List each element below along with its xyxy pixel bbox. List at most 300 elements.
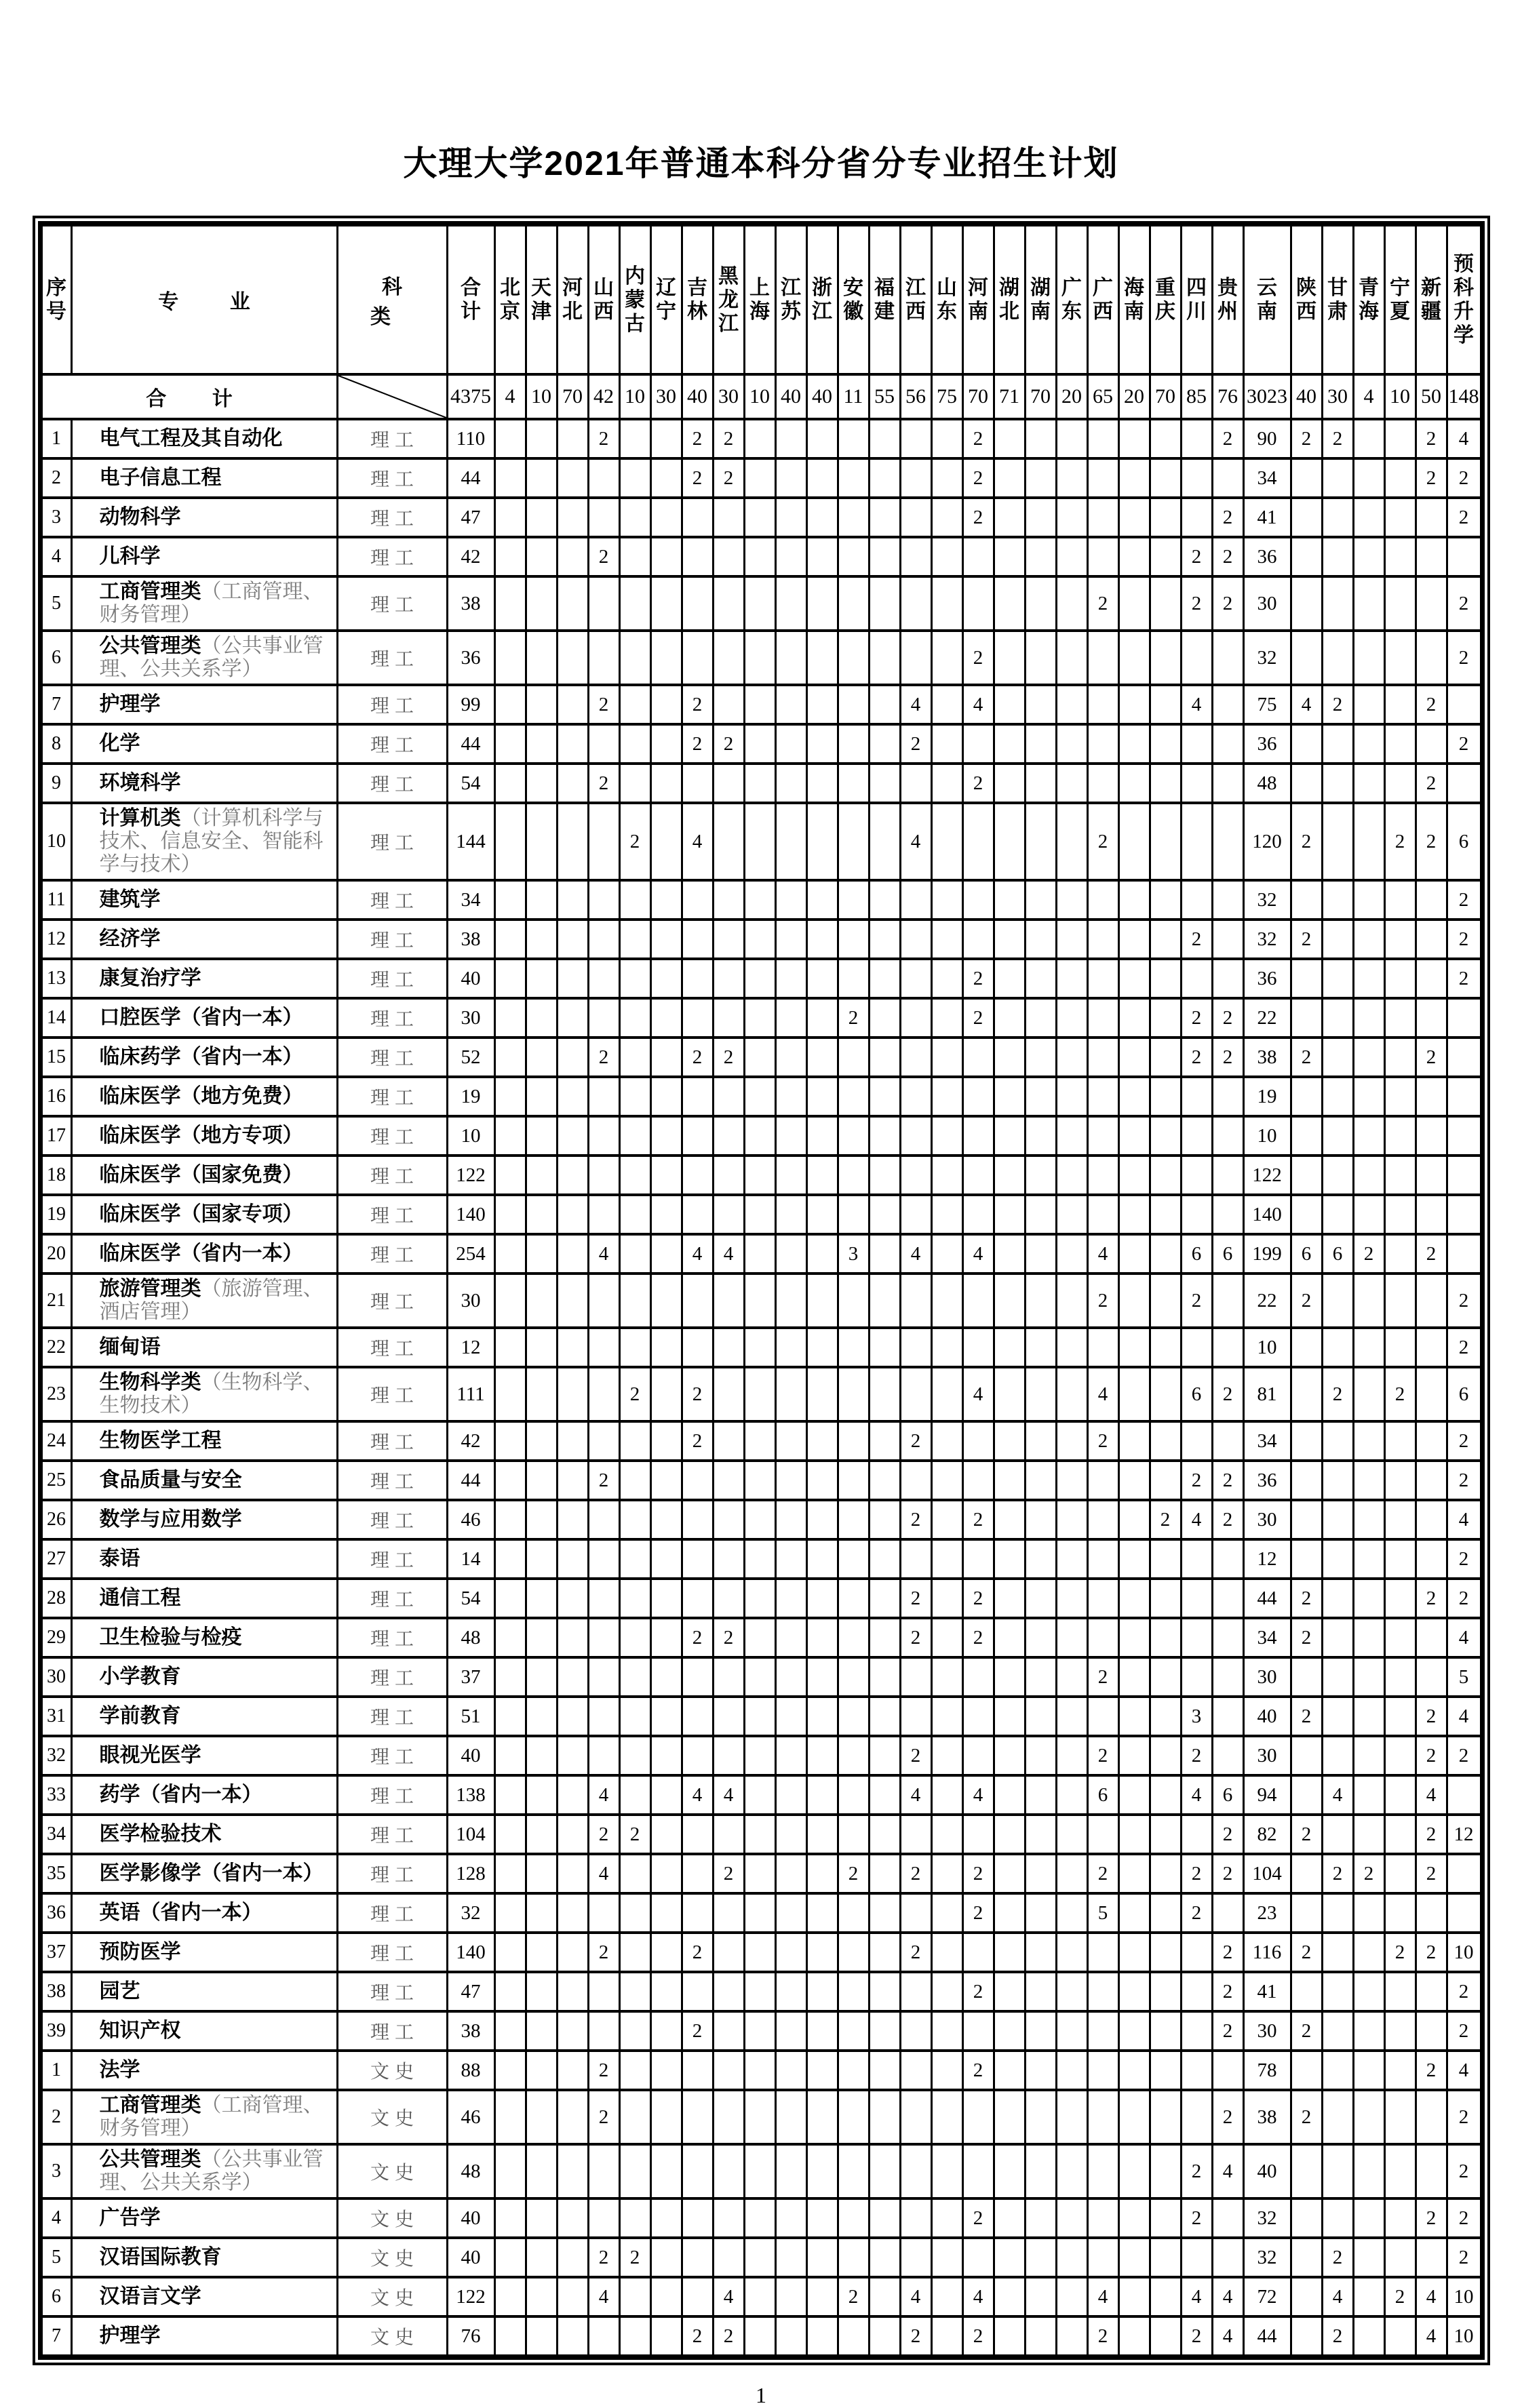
cell-安徽 <box>838 1618 869 1657</box>
cell-广东 <box>1056 1077 1087 1116</box>
cell-黑龙江 <box>713 1367 744 1421</box>
cell-江苏 <box>775 2144 806 2198</box>
cell-江西: 4 <box>900 1234 931 1274</box>
cell-湖北 <box>994 1461 1025 1500</box>
major-name <box>71 631 337 685</box>
cell-河南 <box>962 1274 994 1328</box>
cell-辽宁 <box>650 1077 682 1116</box>
cell-福建 <box>869 2277 900 2316</box>
cell-江西 <box>900 1328 931 1367</box>
cell-吉林: 2 <box>682 1038 713 1077</box>
cell-合计: 52 <box>447 1038 494 1077</box>
cell-甘肃: 6 <box>1322 1234 1353 1274</box>
cell-广东 <box>1056 920 1087 959</box>
cell-山西 <box>588 2198 619 2238</box>
cell-预科升学: 4 <box>1447 2051 1481 2090</box>
cell-宁夏 <box>1384 1854 1416 1893</box>
cell-湖南 <box>1025 998 1056 1038</box>
vertical-char: 四 <box>1186 277 1207 299</box>
cell-贵州 <box>1212 1421 1243 1461</box>
cell-北京 <box>494 1775 526 1815</box>
cell-上海 <box>744 2238 775 2277</box>
cell-内蒙古 <box>619 2011 650 2051</box>
cell-预科升学: 2 <box>1447 498 1481 537</box>
cell-湖北 <box>994 1116 1025 1156</box>
cell-海南 <box>1118 2198 1150 2238</box>
cell-重庆 <box>1150 685 1181 724</box>
cell-河南: 4 <box>962 2277 994 2316</box>
cell-湖南 <box>1025 576 1056 631</box>
cell-四川: 2 <box>1181 998 1212 1038</box>
cell-云南: 40 <box>1243 2144 1291 2198</box>
cell-山东 <box>931 1077 962 1116</box>
cell-海南 <box>1118 1461 1150 1500</box>
table-row <box>41 1195 1481 1234</box>
cell-云南: 36 <box>1243 959 1291 998</box>
col-header-index <box>41 225 71 374</box>
cell-预科升学: 2 <box>1447 458 1481 498</box>
cell-天津 <box>526 2051 557 2090</box>
cell-预科升学 <box>1447 998 1481 1038</box>
cell-黑龙江 <box>713 998 744 1038</box>
cell-福建 <box>869 1893 900 1933</box>
cell-合计: 76 <box>447 2316 494 2356</box>
cell-预科升学: 4 <box>1447 1500 1481 1539</box>
cell-湖北 <box>994 1657 1025 1697</box>
cell-山西 <box>588 1618 619 1657</box>
cell-广西 <box>1087 2144 1118 2198</box>
cell-山东 <box>931 1367 962 1421</box>
cell-黑龙江: 2 <box>713 2316 744 2356</box>
cell-吉林 <box>682 1195 713 1234</box>
cell-浙江 <box>806 724 838 764</box>
row-index: 12 <box>41 920 71 959</box>
cell-广东 <box>1056 1697 1087 1736</box>
cell-安徽 <box>838 920 869 959</box>
table-row <box>41 724 1481 764</box>
cell-云南: 104 <box>1243 1854 1291 1893</box>
total-安徽: 11 <box>838 374 869 419</box>
table-row <box>41 920 1481 959</box>
cell-北京 <box>494 920 526 959</box>
cell-湖北 <box>994 2238 1025 2277</box>
cell-山西 <box>588 1116 619 1156</box>
cell-江苏 <box>775 2238 806 2277</box>
cell-福建 <box>869 1367 900 1421</box>
table-row <box>41 764 1481 803</box>
total-上海: 10 <box>744 374 775 419</box>
cell-安徽 <box>838 1116 869 1156</box>
cell-云南: 10 <box>1243 1328 1291 1367</box>
cell-上海 <box>744 2316 775 2356</box>
cell-广东 <box>1056 1539 1087 1579</box>
table-row <box>41 1933 1481 1972</box>
row-index: 20 <box>41 1234 71 1274</box>
cell-预科升学: 6 <box>1447 803 1481 880</box>
cell-湖南 <box>1025 1274 1056 1328</box>
cell-上海 <box>744 1367 775 1421</box>
cell-甘肃 <box>1322 1697 1353 1736</box>
cell-云南: 34 <box>1243 1421 1291 1461</box>
cell-预科升学: 10 <box>1447 2277 1481 2316</box>
cell-吉林 <box>682 631 713 685</box>
cell-重庆 <box>1150 537 1181 576</box>
cell-北京 <box>494 458 526 498</box>
cell-上海 <box>744 1775 775 1815</box>
cell-浙江 <box>806 1274 838 1328</box>
table-row <box>41 2011 1481 2051</box>
table-row <box>41 419 1481 458</box>
cell-山东 <box>931 803 962 880</box>
cell-黑龙江 <box>713 498 744 537</box>
subject-category: 理工 <box>337 1815 447 1854</box>
cell-广东 <box>1056 1657 1087 1697</box>
row-index: 39 <box>41 2011 71 2051</box>
cell-河北 <box>557 1234 588 1274</box>
cell-四川: 2 <box>1181 1274 1212 1328</box>
cell-重庆 <box>1150 631 1181 685</box>
cell-湖北 <box>994 498 1025 537</box>
cell-甘肃 <box>1322 1972 1353 2011</box>
cell-青海 <box>1353 1156 1384 1195</box>
cell-吉林 <box>682 576 713 631</box>
cell-重庆 <box>1150 1657 1181 1697</box>
cell-预科升学: 2 <box>1447 959 1481 998</box>
cell-广东 <box>1056 498 1087 537</box>
cell-广西 <box>1087 2198 1118 2238</box>
cell-云南: 82 <box>1243 1815 1291 1854</box>
cell-海南 <box>1118 1156 1150 1195</box>
row-index: 32 <box>41 1736 71 1775</box>
cell-预科升学: 4 <box>1447 1697 1481 1736</box>
cell-江西 <box>900 1116 931 1156</box>
cell-合计: 128 <box>447 1854 494 1893</box>
cell-湖北 <box>994 1077 1025 1116</box>
cell-河北 <box>557 1579 588 1618</box>
col-header-新疆 <box>1416 225 1447 374</box>
row-index: 13 <box>41 959 71 998</box>
cell-河北 <box>557 920 588 959</box>
cell-山东 <box>931 1972 962 2011</box>
row-index: 34 <box>41 1815 71 1854</box>
cell-北京 <box>494 1618 526 1657</box>
cell-山东 <box>931 2277 962 2316</box>
row-index: 22 <box>41 1328 71 1367</box>
cell-黑龙江 <box>713 1116 744 1156</box>
cell-福建 <box>869 1421 900 1461</box>
subject-category: 文史 <box>337 2277 447 2316</box>
vertical-char: 天 <box>531 277 551 299</box>
cell-广东 <box>1056 724 1087 764</box>
cell-贵州: 2 <box>1212 1815 1243 1854</box>
vertical-char: 学 <box>1453 324 1474 347</box>
cell-广西 <box>1087 2090 1118 2144</box>
cell-广西 <box>1087 1038 1118 1077</box>
cell-内蒙古 <box>619 1274 650 1328</box>
cell-贵州 <box>1212 803 1243 880</box>
vertical-char: 甘 <box>1327 277 1348 299</box>
cell-重庆 <box>1150 1736 1181 1775</box>
cell-内蒙古 <box>619 1077 650 1116</box>
cell-陕西 <box>1291 724 1322 764</box>
cell-预科升学 <box>1447 1893 1481 1933</box>
cell-浙江 <box>806 1775 838 1815</box>
cell-黑龙江 <box>713 1421 744 1461</box>
vertical-char: 川 <box>1186 300 1207 323</box>
subject-category: 理工 <box>337 1077 447 1116</box>
cell-吉林 <box>682 998 713 1038</box>
cell-山西 <box>588 1657 619 1697</box>
cell-新疆: 2 <box>1416 2198 1447 2238</box>
cell-上海 <box>744 1539 775 1579</box>
cell-江西 <box>900 576 931 631</box>
major-name <box>71 2090 337 2144</box>
cell-宁夏 <box>1384 1274 1416 1328</box>
cell-安徽 <box>838 2316 869 2356</box>
cell-湖南 <box>1025 685 1056 724</box>
cell-黑龙江: 4 <box>713 1775 744 1815</box>
subject-category: 文史 <box>337 2144 447 2198</box>
cell-吉林: 2 <box>682 458 713 498</box>
cell-甘肃: 2 <box>1322 2238 1353 2277</box>
col-header-北京 <box>494 225 526 374</box>
cell-天津 <box>526 1367 557 1421</box>
cell-安徽 <box>838 1815 869 1854</box>
cell-云南: 34 <box>1243 1618 1291 1657</box>
cell-江西 <box>900 959 931 998</box>
cell-北京 <box>494 2198 526 2238</box>
cell-安徽 <box>838 631 869 685</box>
cell-广西: 2 <box>1087 2316 1118 2356</box>
vertical-char: 宁 <box>656 300 676 323</box>
row-index: 29 <box>41 1618 71 1657</box>
cell-宁夏 <box>1384 1736 1416 1775</box>
cell-重庆 <box>1150 1077 1181 1116</box>
cell-上海 <box>744 1933 775 1972</box>
table-row <box>41 1657 1481 1697</box>
cell-山东 <box>931 2316 962 2356</box>
cell-宁夏 <box>1384 1461 1416 1500</box>
cell-上海 <box>744 1815 775 1854</box>
cell-湖南 <box>1025 1367 1056 1421</box>
cell-广东 <box>1056 764 1087 803</box>
row-index: 1 <box>41 419 71 458</box>
cell-福建 <box>869 576 900 631</box>
vertical-char: 科 <box>1453 277 1474 299</box>
cell-陕西 <box>1291 1461 1322 1500</box>
cell-吉林 <box>682 1328 713 1367</box>
cell-辽宁 <box>650 1367 682 1421</box>
cell-福建 <box>869 2238 900 2277</box>
cell-河南: 4 <box>962 1367 994 1421</box>
cell-北京 <box>494 1195 526 1234</box>
subject-category: 理工 <box>337 498 447 537</box>
cell-广东 <box>1056 1618 1087 1657</box>
cell-甘肃 <box>1322 537 1353 576</box>
cell-江西: 4 <box>900 1775 931 1815</box>
cell-宁夏: 2 <box>1384 1933 1416 1972</box>
cell-陕西: 2 <box>1291 803 1322 880</box>
cell-新疆: 4 <box>1416 1775 1447 1815</box>
cell-海南 <box>1118 764 1150 803</box>
major-main-text: 临床医学（国家专项） <box>99 1203 303 1225</box>
cell-甘肃 <box>1322 498 1353 537</box>
cell-预科升学: 10 <box>1447 1933 1481 1972</box>
cell-云南: 12 <box>1243 1539 1291 1579</box>
cell-重庆 <box>1150 724 1181 764</box>
cell-安徽 <box>838 1736 869 1775</box>
cell-合计: 254 <box>447 1234 494 1274</box>
cell-河北 <box>557 2238 588 2277</box>
admission-plan-table <box>41 224 1482 2357</box>
cell-河北 <box>557 1775 588 1815</box>
subject-category: 理工 <box>337 1367 447 1421</box>
cell-甘肃 <box>1322 1328 1353 1367</box>
cell-山东 <box>931 1893 962 1933</box>
cell-宁夏 <box>1384 1618 1416 1657</box>
cell-甘肃 <box>1322 724 1353 764</box>
cell-云南: 32 <box>1243 2238 1291 2277</box>
cell-河南 <box>962 1539 994 1579</box>
cell-青海 <box>1353 1195 1384 1234</box>
cell-广东 <box>1056 1421 1087 1461</box>
cell-新疆 <box>1416 1274 1447 1328</box>
cell-江西 <box>900 2090 931 2144</box>
major-name <box>71 1461 337 1500</box>
cell-山西: 4 <box>588 1234 619 1274</box>
cell-天津 <box>526 537 557 576</box>
cell-福建 <box>869 1077 900 1116</box>
cell-贵州 <box>1212 458 1243 498</box>
major-main-text: 护理学 <box>99 693 161 715</box>
col-header-河南 <box>962 225 994 374</box>
cell-安徽 <box>838 498 869 537</box>
cell-广西 <box>1087 1500 1118 1539</box>
cell-河北 <box>557 959 588 998</box>
cell-湖南 <box>1025 920 1056 959</box>
cell-青海 <box>1353 1500 1384 1539</box>
cell-海南 <box>1118 1815 1150 1854</box>
cell-重庆 <box>1150 2198 1181 2238</box>
cell-青海 <box>1353 803 1384 880</box>
cell-四川 <box>1181 1156 1212 1195</box>
cell-广西 <box>1087 724 1118 764</box>
cell-黑龙江 <box>713 959 744 998</box>
cell-预科升学 <box>1447 1038 1481 1077</box>
cell-山西 <box>588 1500 619 1539</box>
cell-贵州 <box>1212 2051 1243 2090</box>
cell-天津 <box>526 631 557 685</box>
cell-内蒙古 <box>619 2316 650 2356</box>
row-index: 19 <box>41 1195 71 1234</box>
col-header-甘肃 <box>1322 225 1353 374</box>
cell-河南: 2 <box>962 959 994 998</box>
cell-天津 <box>526 1893 557 1933</box>
cell-内蒙古 <box>619 419 650 458</box>
cell-安徽 <box>838 1972 869 2011</box>
cell-江苏 <box>775 959 806 998</box>
cell-黑龙江 <box>713 880 744 920</box>
cell-江苏 <box>775 1156 806 1195</box>
cell-黑龙江 <box>713 576 744 631</box>
cell-吉林: 2 <box>682 2011 713 2051</box>
cell-江苏 <box>775 1854 806 1893</box>
cell-甘肃 <box>1322 458 1353 498</box>
total-山东: 75 <box>931 374 962 419</box>
cell-甘肃: 4 <box>1322 2277 1353 2316</box>
cell-重庆 <box>1150 1893 1181 1933</box>
total-天津: 10 <box>526 374 557 419</box>
cell-河北 <box>557 1736 588 1775</box>
cell-河北 <box>557 2198 588 2238</box>
cell-陕西 <box>1291 537 1322 576</box>
cell-湖北 <box>994 1421 1025 1461</box>
cell-青海 <box>1353 1618 1384 1657</box>
cell-海南 <box>1118 1775 1150 1815</box>
cell-浙江 <box>806 1657 838 1697</box>
cell-新疆: 2 <box>1416 2051 1447 2090</box>
cell-合计: 42 <box>447 1421 494 1461</box>
cell-北京 <box>494 1972 526 2011</box>
major-main-text: 临床医学（地方专项） <box>99 1124 303 1147</box>
cell-江西: 2 <box>900 1933 931 1972</box>
cell-合计: 144 <box>447 803 494 880</box>
cell-辽宁 <box>650 1854 682 1893</box>
cell-云南: 38 <box>1243 2090 1291 2144</box>
cell-安徽 <box>838 1038 869 1077</box>
cell-福建 <box>869 2144 900 2198</box>
subject-category: 理工 <box>337 1038 447 1077</box>
cell-山东 <box>931 2198 962 2238</box>
cell-贵州: 2 <box>1212 998 1243 1038</box>
cell-辽宁 <box>650 2316 682 2356</box>
cell-河北 <box>557 1116 588 1156</box>
cell-浙江 <box>806 920 838 959</box>
cell-广东 <box>1056 803 1087 880</box>
col-header-黑龙江 <box>713 225 744 374</box>
row-index: 14 <box>41 998 71 1038</box>
cell-宁夏 <box>1384 498 1416 537</box>
cell-内蒙古 <box>619 1618 650 1657</box>
cell-广东 <box>1056 2238 1087 2277</box>
vertical-char: 海 <box>1359 300 1379 323</box>
cell-山东 <box>931 1815 962 1854</box>
cell-安徽 <box>838 1461 869 1500</box>
cell-浙江 <box>806 498 838 537</box>
cell-山西 <box>588 1697 619 1736</box>
major-name <box>71 880 337 920</box>
cell-陕西 <box>1291 764 1322 803</box>
cell-安徽 <box>838 1697 869 1736</box>
cell-合计: 99 <box>447 685 494 724</box>
cell-湖南 <box>1025 1116 1056 1156</box>
table-row <box>41 1234 1481 1274</box>
cell-云南: 41 <box>1243 498 1291 537</box>
cell-广东 <box>1056 685 1087 724</box>
cell-山西 <box>588 498 619 537</box>
cell-福建 <box>869 1156 900 1195</box>
cell-合计: 111 <box>447 1367 494 1421</box>
cell-黑龙江: 2 <box>713 1618 744 1657</box>
cell-福建 <box>869 1038 900 1077</box>
cell-浙江 <box>806 1933 838 1972</box>
cell-江西 <box>900 2011 931 2051</box>
cell-四川: 2 <box>1181 576 1212 631</box>
cell-合计: 40 <box>447 959 494 998</box>
cell-云南: 30 <box>1243 1657 1291 1697</box>
cell-青海 <box>1353 2011 1384 2051</box>
cell-上海 <box>744 1156 775 1195</box>
